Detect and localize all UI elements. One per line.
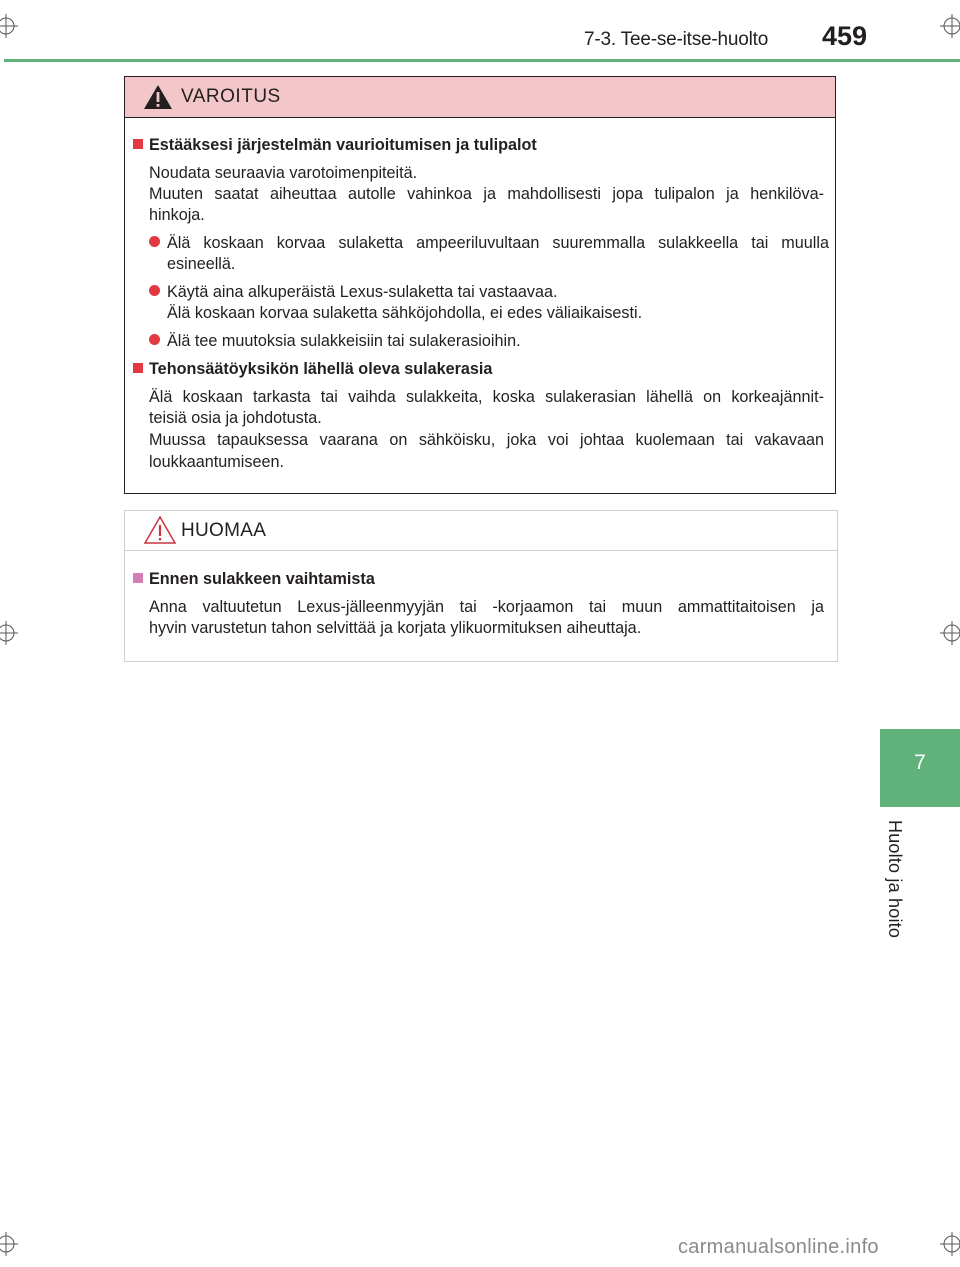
list-item [149, 233, 166, 254]
caution-triangle-icon [143, 515, 177, 550]
registration-mark-icon [0, 14, 18, 38]
square-bullet-icon [133, 139, 143, 149]
paragraph-line: Anna valtuutetun Lexus-jälleenmyyjän tai -korjaamon tai muun ammattitaitoisen ja [149, 598, 824, 616]
page-number: 459 [822, 21, 868, 51]
header-rule [4, 59, 960, 62]
chapter-number: 7 [914, 751, 926, 774]
list-item-text: esineellä. [167, 255, 236, 273]
watermark: carmanualsonline.info [678, 1236, 879, 1258]
registration-mark-icon [0, 621, 18, 645]
registration-mark-icon [940, 621, 960, 645]
paragraph-line: Muuten saatat aiheuttaa autolle vahinkoa ja mahdollisesti jopa tulipalon ja henkilöva- [149, 185, 824, 203]
registration-mark-icon [940, 1232, 960, 1256]
warning-box [124, 76, 836, 494]
notice-header [125, 511, 837, 551]
registration-mark-icon [0, 1232, 18, 1256]
warning-title: VAROITUS [181, 86, 281, 107]
paragraph-line: hinkoja. [149, 206, 205, 224]
warning-header [125, 77, 835, 118]
paragraph-line: loukkaantumiseen. [149, 453, 284, 471]
list-item-text: Älä koskaan korvaa sulaketta sähköjohdolla, ei edes väliaikaisesti. [167, 304, 643, 322]
list-item [149, 331, 166, 352]
round-bullet-icon [149, 334, 160, 345]
paragraph-line: Älä koskaan tarkasta tai vaihda sulakkeita, koska sulakerasian lähellä on korkeajännit- [149, 388, 824, 406]
paragraph-line: teisiä osia ja johdotusta. [149, 409, 322, 427]
round-bullet-icon [149, 236, 160, 247]
square-bullet-icon [133, 363, 143, 373]
notice-heading: Ennen sulakkeen vaihtamista [133, 569, 375, 590]
warning-section-heading: Tehonsäätöyksikön lähellä oleva sulakerasia [133, 359, 492, 380]
list-item-text: Älä koskaan korvaa sulaketta ampeeriluvultaan suuremmalla sulakkeella tai muulla [167, 234, 829, 252]
paragraph-line: Noudata seuraavia varotoimenpiteitä. [149, 164, 418, 182]
notice-title: HUOMAA [181, 520, 267, 541]
registration-mark-icon [940, 14, 960, 38]
square-bullet-icon [133, 573, 143, 583]
round-bullet-icon [149, 285, 160, 296]
paragraph-line: Muussa tapauksessa vaarana on sähköisku, joka voi johtaa kuolemaan tai vakavaan [149, 431, 824, 449]
warning-section-heading: Estääksesi järjestelmän vaurioitumisen ja tulipalot [133, 135, 537, 156]
chapter-label: Huolto ja hoito [885, 820, 905, 939]
list-item-text: Käytä aina alkuperäistä Lexus-sulaketta tai vastaavaa. [167, 283, 558, 301]
paragraph-line: hyvin varustetun tahon selvittää ja korjata ylikuormituksen aiheuttaja. [149, 619, 642, 637]
notice-box [124, 510, 838, 662]
list-item [149, 282, 166, 303]
list-item-text: Älä tee muutoksia sulakkeisiin tai sulakerasioihin. [167, 332, 521, 350]
warning-triangle-icon [143, 84, 173, 115]
section-title: 7-3. Tee-se-itse-huolto [584, 29, 769, 50]
